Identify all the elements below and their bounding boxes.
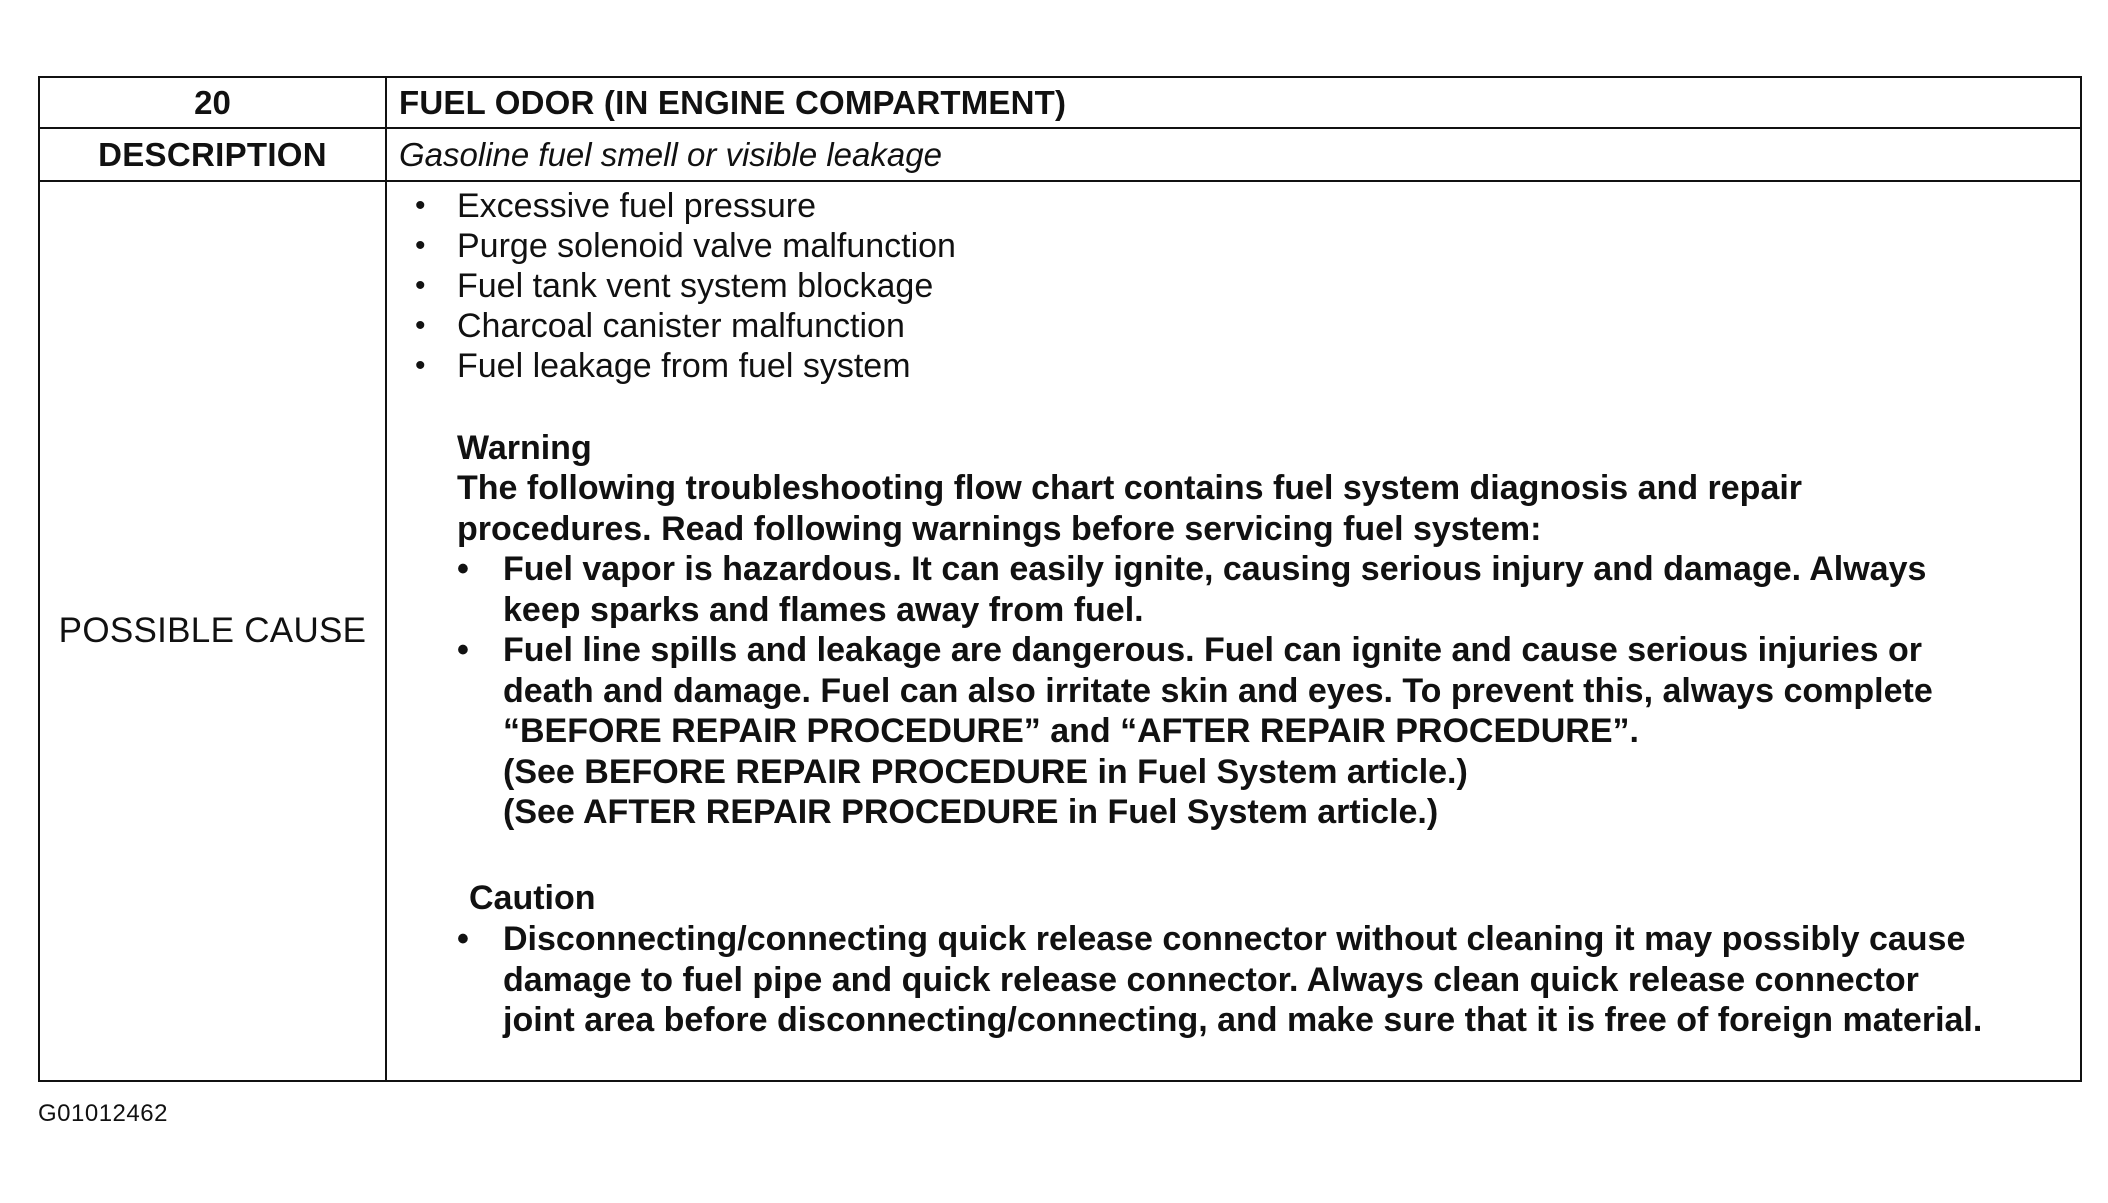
troubleshooting-table [38,76,2082,1082]
warning-line: “BEFORE REPAIR PROCEDURE” and “AFTER REPAIR PROCEDURE”. [503,712,1639,750]
list-item: • Fuel leakage from fuel system [399,346,956,386]
item-title-cell [387,78,2080,127]
list-item: • Purge solenoid valve malfunction [399,226,956,266]
warning-line: • Fuel line spills and leakage are dangerous. Fuel can ignite and cause serious injuries or [503,631,1923,669]
item-number: 20 [40,78,387,127]
possible-cause-cell [387,182,2080,1080]
caution-item [457,919,2097,1041]
warning-list [457,549,2097,833]
warning-line: keep sparks and flames away from fuel. [503,590,1144,629]
warning-item [457,549,2097,630]
possible-cause-label: POSSIBLE CAUSE [40,182,387,1080]
possible-cause-row [40,182,2080,1080]
warning-line: (See AFTER REPAIR PROCEDURE in Fuel System article.) [503,793,1439,831]
warning-heading: Warning [457,429,592,467]
warning-intro-line: The following troubleshooting flow chart contains fuel system diagnosis and repair [457,469,1803,507]
description-cell [387,129,2080,180]
cause-list [399,186,956,386]
warning-intro-line: procedures. Read following warnings before servicing fuel system: [457,509,1542,548]
caution-line: • Disconnecting/connecting quick release connector without cleaning it may possibly cause [503,920,1966,958]
description-label: DESCRIPTION [40,129,387,180]
warning-line: (See BEFORE REPAIR PROCEDURE in Fuel System article.) [503,752,1468,791]
caution-line: damage to fuel pipe and quick release connector. Always clean quick release connector [503,960,1919,999]
item-title: FUEL ODOR (IN ENGINE COMPARTMENT) [399,83,1067,121]
list-item: • Excessive fuel pressure [399,186,956,226]
list-item: • Charcoal canister malfunction [399,306,956,346]
description-row [40,129,2080,182]
figure-code: G01012462 [38,1100,168,1127]
caution-heading: Caution [469,879,596,917]
table-header-row [40,78,2080,129]
warning-intro [457,468,2097,549]
caution-list [457,919,2097,1041]
warning-line: death and damage. Fuel can also irritate skin and eyes. To prevent this, always complete [503,671,1933,710]
description-value: Gasoline fuel smell or visible leakage [399,135,942,173]
warning-line: • Fuel vapor is hazardous. It can easily ignite, causing serious injury and damage. Always [503,550,1927,588]
list-item: • Fuel tank vent system blockage [399,266,956,306]
warning-item [457,630,2097,833]
caution-line: joint area before disconnecting/connecting, and make sure that it is free of foreign material. [503,1001,1983,1039]
